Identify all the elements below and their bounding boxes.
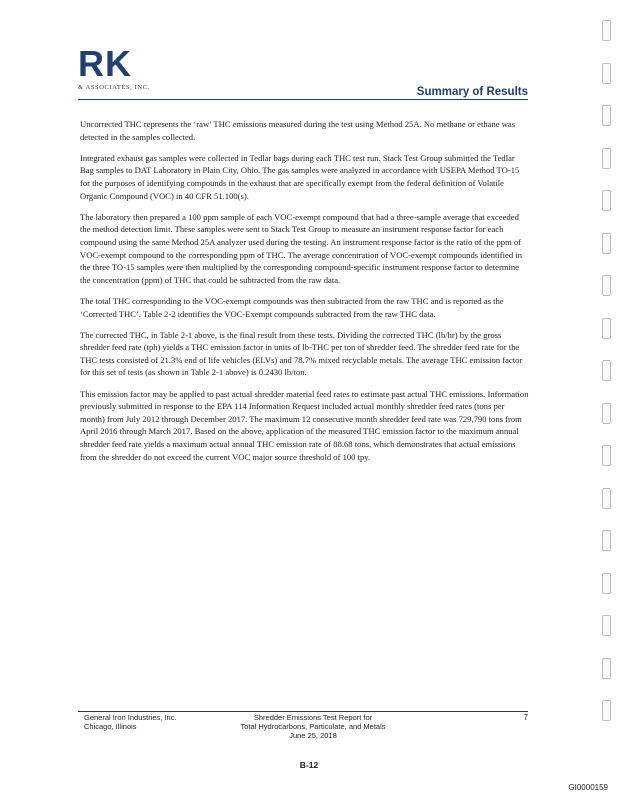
binder-hole (602, 275, 611, 296)
paragraph: The total THC corresponding to the VOC-exempt compounds was then subtracted from the raw THC and is reported as the ‘Corrected THC’. Table 2-2 identifies the VOC-Exempt compounds subtracted from the raw THC data. (80, 295, 504, 319)
binder-hole (602, 700, 611, 721)
paragraph: The laboratory then prepared a 100 ppm sample of each VOC-exempt compound that had a three-sample average that exceeded the method detection limit. These samples were sent to Stack Test Group to measure an instrument response factor for each compound using the same Method 25A analyzer used during the testing. An instrument response factor is the ratio of the ppm of VOC-exempt compound to the corresponding ppm of THC. The average concentration of VOC-exempt compounds identified in the three TO-15 samples were then multiplied by the corresponding compound-specific instrument response factor to determine the concentration (ppm) of THC that could be subtracted from the raw data. (80, 211, 522, 285)
logo-mark: RK (78, 43, 132, 84)
bates-number: GI0000159 (568, 783, 608, 792)
binder-hole (602, 148, 611, 169)
footer-location: Chicago, Illinois (84, 722, 137, 731)
body-text (80, 118, 530, 472)
paragraph: The corrected THC, in Table 2-1 above, is the final result from these tests. Dividing the corrected THC (lb/hr) by the gross shredder feed rate (tph) yields a THC emission factor in units of lb-THC per ton of shredder feed. The shredder feed rate for the THC tests consisted of 21.3% end of life vehicles (ELVs) and 78.7% mixed recyclable metals. The average THC emission factor for this set of tests (as shown in Table 2-1 above) is 0.2430 lb/ton. (80, 329, 523, 378)
binder-hole (602, 573, 611, 594)
page-number: 7 (523, 713, 528, 722)
section-title: Summary of Results (416, 86, 528, 98)
header-divider (78, 99, 528, 100)
footer-report-block (228, 713, 398, 740)
logo-subtext: & ASSOCIATES, INC. (78, 84, 150, 91)
paragraph: Uncorrected THC represents the ‘raw’ THC emissions measured during the test using Method 25A. No methane or ethane was detected in the samples collected. (80, 119, 516, 142)
binder-hole (602, 403, 611, 424)
binder-holes (602, 20, 610, 721)
binder-hole (602, 20, 611, 41)
binder-hole (602, 190, 611, 211)
binder-hole (602, 318, 611, 339)
binder-hole (602, 530, 611, 551)
binder-hole (602, 233, 611, 254)
paragraph: Integrated exhaust gas samples were collected in Tedlar bags during each THC test run. Stack Test Group submitted the Tedlar Bag samples to DAT Laboratory in Plain City, Ohio. The gas samples were analyzed in accordance with USEPA Method TO-15 for the purposes of identifying compounds in the exhaust that are specifically exempt from the federal definition of Volatile Organic Compound (VOC) in 40 CFR 51.100(s). (80, 152, 520, 201)
company-logo (78, 43, 150, 91)
binder-hole (602, 360, 611, 381)
binder-hole (602, 63, 611, 84)
binder-hole (602, 488, 611, 509)
footer-report-date: June 25, 2018 (289, 731, 337, 740)
binder-hole (602, 105, 611, 126)
footer-report-title: Shredder Emissions Test Report for (253, 713, 373, 722)
binder-hole (602, 615, 611, 636)
footer-company: General Iron Industries, Inc. (84, 713, 177, 722)
footer-company-block (84, 713, 177, 731)
paragraph: This emission factor may be applied to past actual shredder material feed rates to estimate past actual THC emissions. Information previously submitted in response to the EPA 114 Information Request included actual monthly shredder feed rates (tons per month) from July 2012 through December 2017. The maximum 12 consecutive month shredder feed rate was 729,790 tons from April 2016 through March 2017. Based on the above, application of the measured THC emission factor to the maximum annual shredder feed rate yields a maximum actual annual THC emission rate of 88.68 tons, which demonstrates that actual emissions from the shredder do not exceed the current VOC major source threshold of 100 tpy. (80, 388, 529, 462)
footer-report-subtitle: Total Hydrocarbons, Particulate, and Metals (240, 722, 386, 731)
binder-hole (602, 658, 611, 679)
appendix-page-label: B-12 (299, 760, 319, 770)
footer-divider (78, 711, 528, 712)
binder-hole (602, 445, 611, 466)
